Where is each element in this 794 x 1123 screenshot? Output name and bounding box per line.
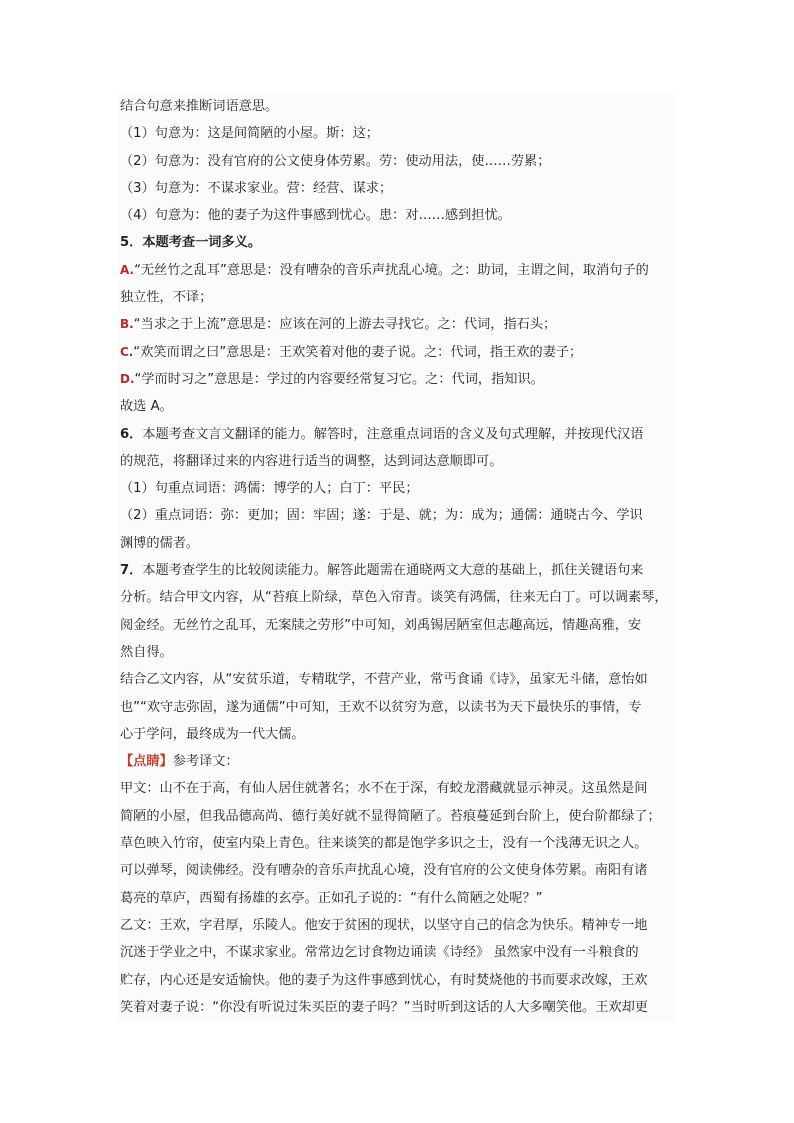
text-line: 然自得。 (120, 644, 173, 660)
text-line: 结合乙文内容，从“安贫乐道，专精耽学，不营产业，常丐食诵《诗》，虽家无斗储，意怡如 (120, 672, 648, 688)
text-line: 结合句意来推断词语意思。 (120, 99, 279, 114)
dianjing-heading: 【点睛】参考译文： (120, 754, 239, 770)
question-heading: 5．本题考查一词多义。 (120, 235, 262, 251)
text-line: 笑着对妻子说：“你没有听说过朱买臣的妻子吗？”当时听到这话的人大多嘲笑他。王欢却更 (120, 999, 648, 1015)
text-line: 简陋的小屋，但我品德高尚、德行美好就不显得简陋了。苔痕蔓延到台阶上，使台阶都绿了； (120, 808, 661, 824)
option-letter: B. (120, 317, 134, 332)
text-line: （2）句意为：没有官府的公文使身体劳累。劳：使动用法，使……劳累； (120, 153, 551, 169)
text-line: （3）句意为：不谋求家业。营：经营、谋求； (120, 180, 393, 196)
option-line: B.“当求之于上流”意思是：应该在河的上游去寻找它。之：代词，指石头； (120, 317, 557, 333)
text-line: 渊博的儒者。 (120, 535, 200, 551)
text-line: 沉迷于学业之中，不谋求家业。常常边乞讨食物边诵读《诗经》 虽然家中没有一斗粮食的 (120, 945, 639, 961)
text-line: 也”“欢守志弥固，遂为通儒”中可知，王欢不以贫穷为意，以读书为天下最快乐的事情，专 (120, 699, 642, 715)
text-line: （4）句意为：他的妻子为这件事感到忧心。患：对……感到担忧。 (120, 208, 511, 224)
option-line: D.“学而时习之”意思是：学过的内容要经常复习它。之：代词，指知识。 (120, 371, 544, 387)
text-line: （1）句重点词语：鸿儒：博学的人；白丁：平民； (120, 481, 419, 497)
document-content (120, 93, 680, 1021)
text-line: 甲文：山不在于高，有仙人居住就著名；水不在于深，有蛟龙潜藏就显示神灵。这虽然是间 (120, 781, 648, 797)
text-line: 独立性，不译； (120, 290, 213, 306)
text-line: 的规范，将翻译过来的内容进行适当的调整，达到词达意顺即可。 (120, 453, 503, 469)
text-line: 贮存，内心还是安适愉快。他的妻子为这件事感到忧心，有时焚烧他的书而要求改嫁，王欢 (120, 972, 648, 988)
dianjing-label: 【点睛】 (120, 754, 173, 770)
text-line: 草色映入竹帘，使室内染上青色。往来谈笑的都是饱学多识之士，没有一个浅薄无识之人。 (120, 836, 648, 852)
question-number: 6． (120, 426, 143, 442)
option-line: A.“无丝竹之乱耳”意思是：没有嘈杂的音乐声扰乱心境。之：助词，主谓之间，取消句子的 (120, 262, 649, 278)
answer-line: 故选 A。 (120, 399, 173, 415)
option-letter: D. (120, 371, 135, 386)
question-number: 7． (120, 563, 143, 579)
text-line: 乙文：王欢，字君厚，乐陵人。他安于贫困的现状，以坚守自己的信念为快乐。精神专一地 (120, 917, 648, 933)
text-line: 葛亮的草庐，西蜀有扬雄的玄亭。正如孔子说的：“有什么简陋之处呢？” (120, 890, 543, 906)
option-letter: A. (120, 262, 135, 277)
text-line: （1）句意为：这是间简陋的小屋。斯：这； (120, 126, 379, 142)
question-heading: 6．本题考查文言文翻译的能力。解答时，注意重点词语的含义及句式理解，并按现代汉语 (120, 426, 644, 442)
text-line: （2）重点词语：弥：更加；固：牢固；遂：于是、就；为：成为；通儒：通晓古今、学识 (120, 508, 643, 524)
text-line: 分析。结合甲文内容，从“苔痕上阶绿，草色入帘青。谈笑有鸿儒，往来无白丁。可以调素琴， (120, 590, 668, 606)
option-line: C.“欢笑而谓之曰”意思是：王欢笑着对他的妻子说。之：代词，指王欢的妻子； (120, 344, 583, 360)
text-line: 阅金经。无丝竹之乱耳，无案牍之劳形”中可知，刘禹锡居陋室但志趣高远，情趣高雅，安 (120, 617, 642, 633)
question-heading: 7．本题考查学生的比较阅读能力。解答此题需在通晓两文大意的基础上，抓住关键语句来 (120, 563, 644, 579)
option-letter: C. (120, 344, 134, 359)
text-line: 心于学问，最终成为一代大儒。 (120, 726, 305, 742)
text-line: 可以弹琴，阅读佛经。没有嘈杂的音乐声扰乱心境，没有官府的公文使身体劳累。南阳有诸 (120, 863, 648, 879)
